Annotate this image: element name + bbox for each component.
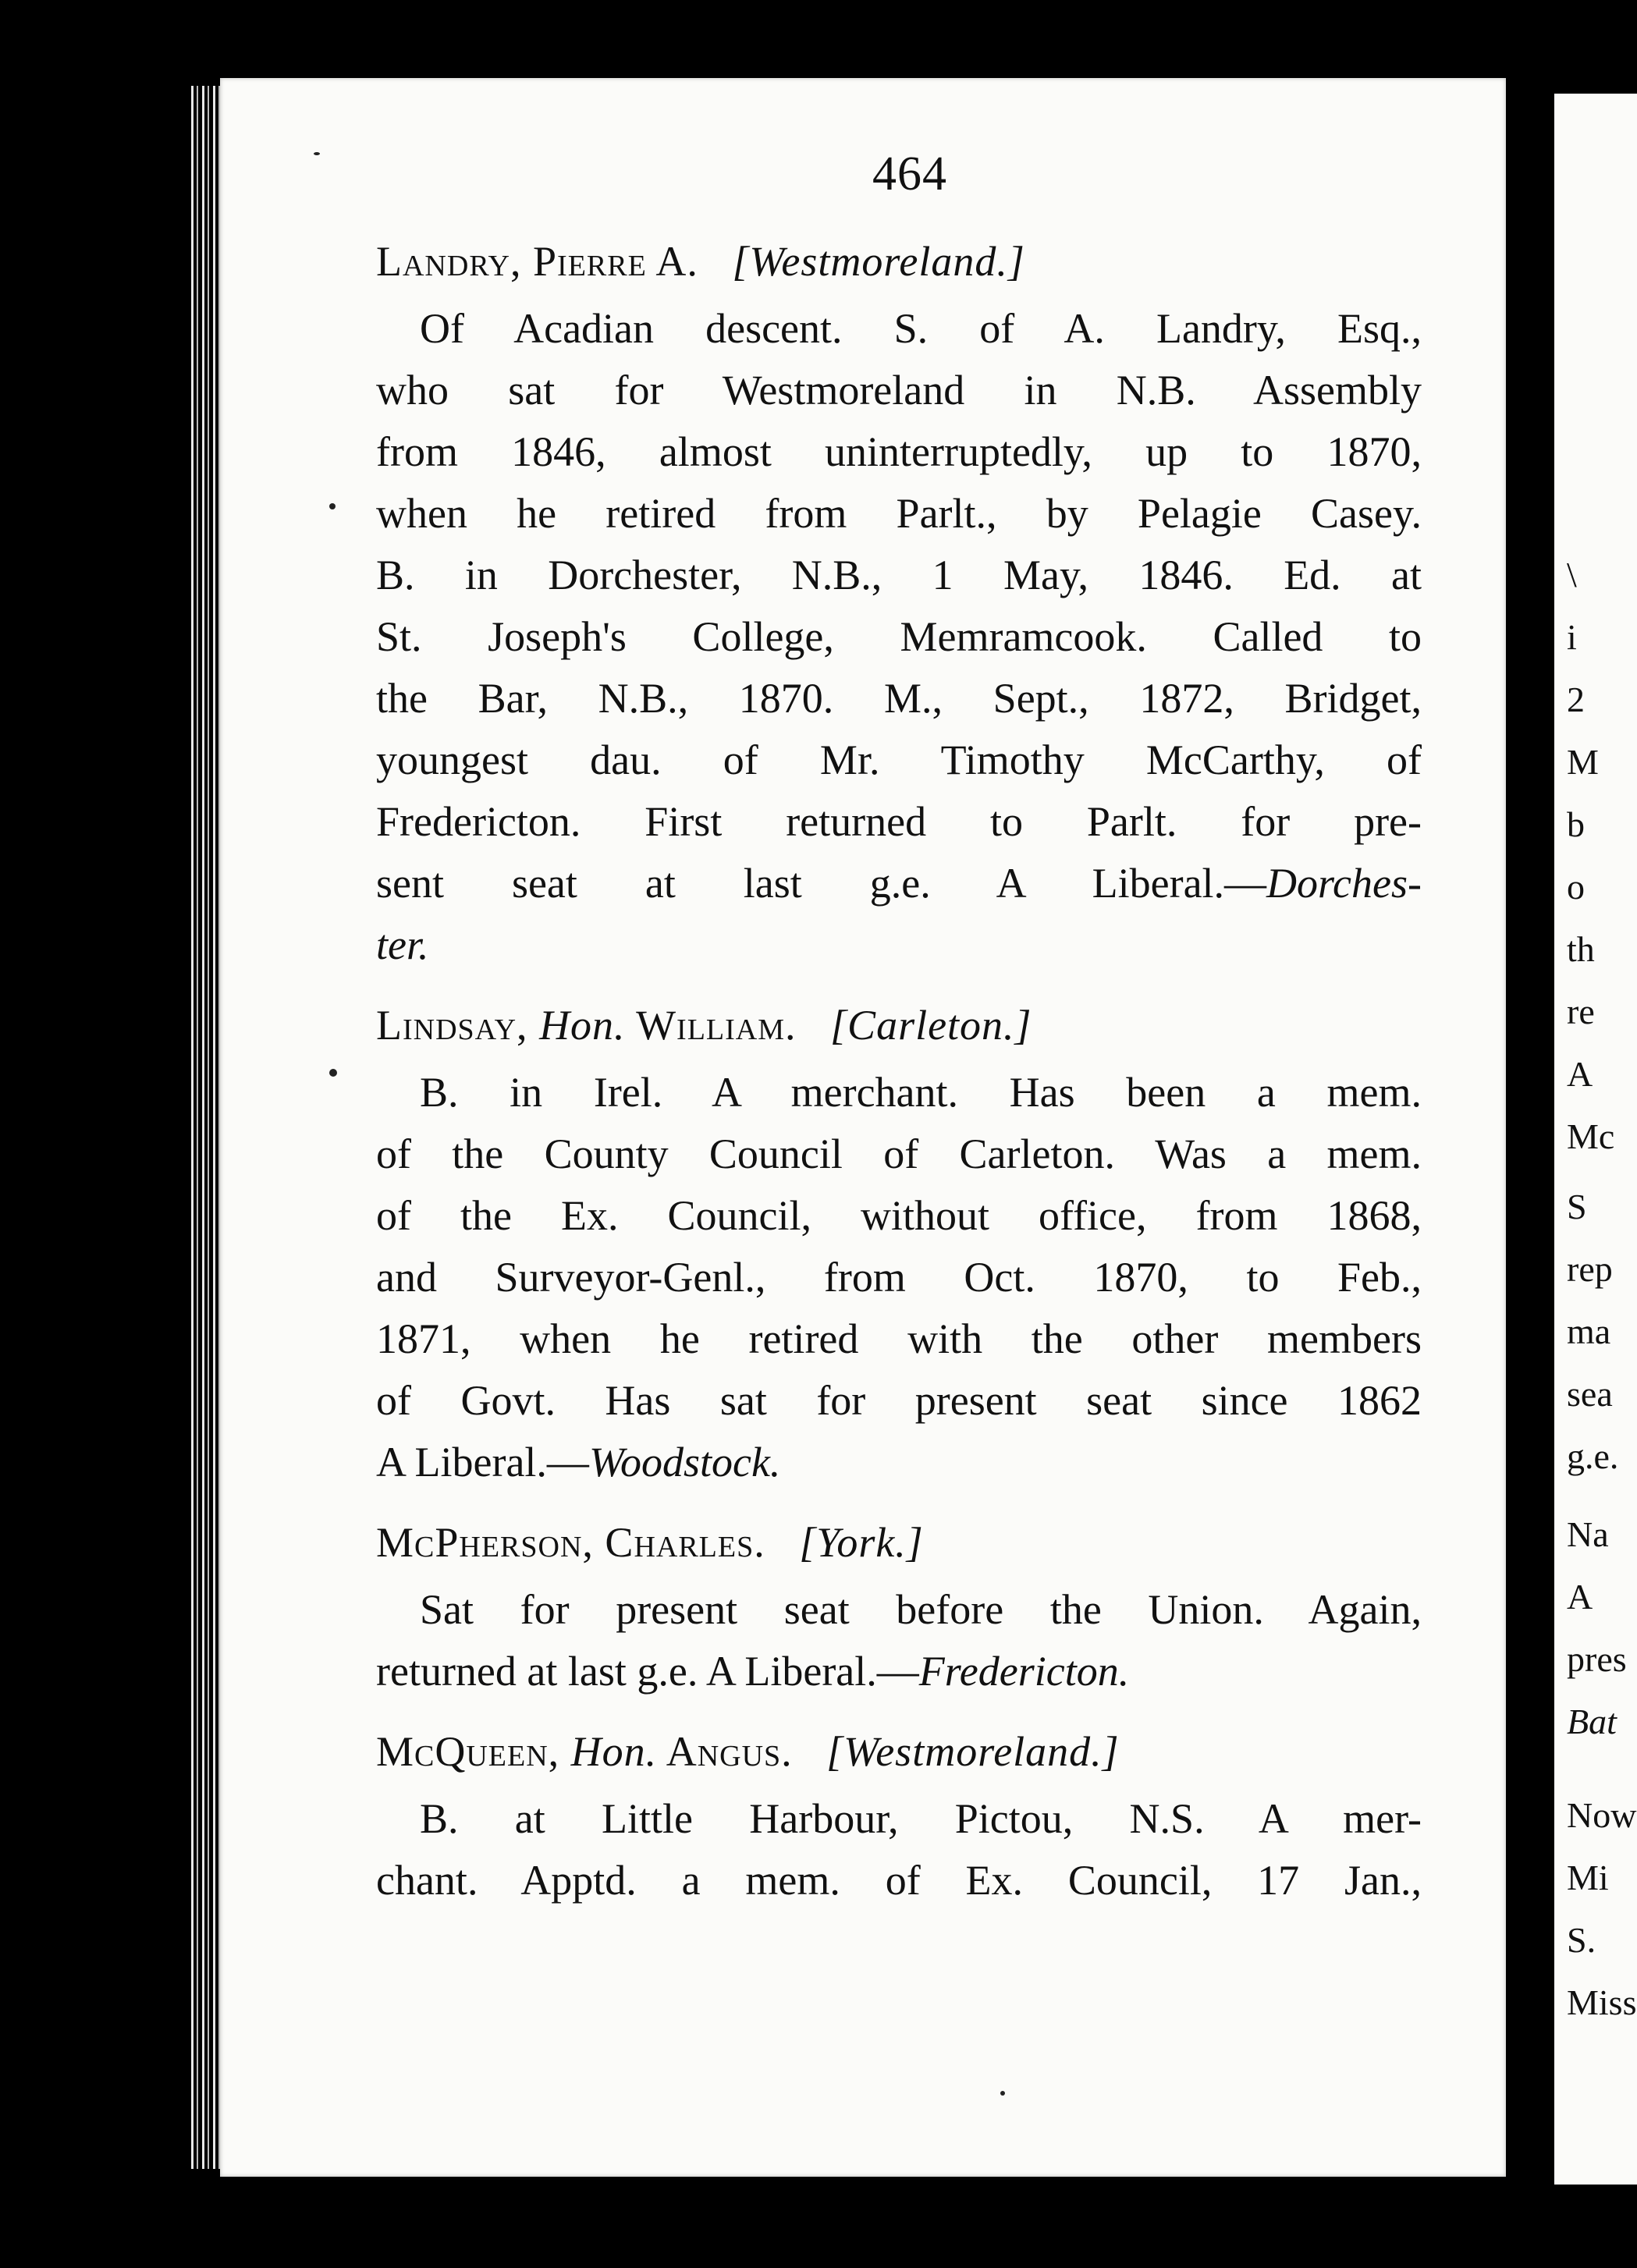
entry-line: from 1846, almost uninterruptedly, up to 1870,	[376, 428, 1422, 475]
entry-mcqueen	[376, 1724, 1422, 1911]
ink-speck	[314, 152, 320, 155]
facing-fragment: Bat	[1567, 1702, 1617, 1741]
book-binding-edge	[187, 86, 220, 2169]
ink-speck	[329, 1069, 337, 1077]
facing-fragment: ma	[1567, 1311, 1611, 1351]
entry-line: Of Acadian descent. S. of A. Landry, Esq.,	[420, 305, 1422, 352]
entry-line-text: sent seat at last g.e. A Liberal.—	[376, 860, 1267, 907]
facing-fragment: pres	[1567, 1639, 1627, 1679]
entry-line	[376, 914, 1422, 976]
entry-line	[376, 1641, 1422, 1702]
facing-fragment: \	[1567, 555, 1577, 595]
entry-honorific: Hon.	[539, 1002, 626, 1049]
entry-lindsay	[376, 998, 1422, 1493]
entry-line: youngest dau. of Mr. Timothy McCarthy, of	[376, 736, 1422, 783]
entry-body	[376, 1062, 1422, 1493]
entry-line: chant. Apptd. a mem. of Ex. Council, 17 Jan.,	[376, 1857, 1422, 1904]
entry-line: B. in Dorchester, N.B., 1 May, 1846. Ed. at	[376, 552, 1422, 598]
entry-heading	[376, 998, 1422, 1052]
entry-line-text: returned at last g.e. A Liberal.—	[376, 1648, 919, 1695]
entry-line: and Surveyor-Genl., from Oct. 1870, to Feb.,	[376, 1254, 1422, 1301]
ink-speck	[329, 503, 336, 509]
entry-surname: McPherson,	[376, 1519, 594, 1566]
entry-riding: [Westmoreland.]	[826, 1728, 1120, 1775]
entry-honorific: Hon.	[570, 1728, 658, 1775]
entry-surname: McQueen,	[376, 1728, 560, 1775]
entry-line: of the Ex. Council, without office, from 1868,	[376, 1192, 1422, 1239]
entry-line: B. at Little Harbour, Pictou, N.S. A mer-	[420, 1795, 1422, 1842]
entry-town: Dorches-	[1266, 860, 1422, 907]
facing-fragment: g.e.	[1567, 1436, 1619, 1476]
entry-line: who sat for Westmoreland in N.B. Assembly	[376, 367, 1422, 413]
entry-town: Woodstock.	[588, 1439, 781, 1485]
entry-heading	[376, 1515, 1422, 1570]
facing-fragment: sea	[1567, 1374, 1613, 1414]
entry-given-name: Angus.	[666, 1728, 793, 1775]
entry-surname: Lindsay,	[376, 1002, 528, 1049]
entry-line	[376, 1432, 1422, 1493]
entry-line-text: A Liberal.—	[376, 1439, 589, 1485]
entry-line: of the County Council of Carleton. Was a mem.	[376, 1130, 1422, 1177]
facing-fragment: Na	[1567, 1514, 1609, 1554]
entry-line: St. Joseph's College, Memramcook. Called to	[376, 613, 1422, 660]
entry-line: the Bar, N.B., 1870. M., Sept., 1872, Bridget,	[376, 675, 1422, 722]
entry-line	[376, 853, 1422, 914]
entry-line: Fredericton. First returned to Parlt. for pre-	[376, 798, 1422, 845]
entry-body	[376, 1788, 1422, 1911]
book-page	[220, 78, 1506, 2177]
entry-surname: Landry,	[376, 238, 522, 285]
entry-heading	[376, 1724, 1422, 1779]
facing-fragment: S.	[1567, 1920, 1596, 1960]
facing-fragment: Mc	[1567, 1116, 1615, 1156]
entry-given-name: William.	[636, 1002, 797, 1049]
entry-mcpherson	[376, 1515, 1422, 1702]
facing-fragment: M	[1567, 742, 1599, 782]
facing-fragment: A	[1567, 1577, 1593, 1617]
facing-fragment: rep	[1567, 1249, 1613, 1289]
page-number: 464	[872, 147, 947, 201]
entry-line: when he retired from Parlt., by Pelagie Casey.	[376, 490, 1422, 537]
entry-line: Sat for present seat before the Union. Again,	[420, 1586, 1422, 1633]
facing-fragment: A	[1567, 1054, 1593, 1094]
entry-line: B. in Irel. A merchant. Has been a mem.	[420, 1069, 1422, 1116]
entry-body	[376, 1579, 1422, 1702]
facing-fragment: Mi	[1567, 1858, 1609, 1897]
entry-line: 1871, when he retired with the other members	[376, 1315, 1422, 1362]
entry-riding: [York.]	[799, 1519, 924, 1566]
entry-given-name: Pierre A.	[533, 238, 698, 285]
facing-fragment: o	[1567, 867, 1585, 907]
entry-landry	[376, 234, 1422, 976]
entry-line: of Govt. Has sat for present seat since 1862	[376, 1377, 1422, 1424]
entry-heading	[376, 234, 1422, 289]
facing-fragment: Now	[1567, 1795, 1637, 1835]
facing-fragment: re	[1567, 992, 1595, 1031]
entry-town: Fredericton.	[918, 1648, 1130, 1695]
entry-body	[376, 298, 1422, 976]
facing-fragment: th	[1567, 929, 1595, 969]
facing-fragment: b	[1567, 804, 1585, 844]
ink-speck	[1000, 2091, 1005, 2096]
facing-fragment: Miss	[1567, 1982, 1637, 2022]
entry-given-name: Charles.	[605, 1519, 765, 1566]
facing-fragment: i	[1567, 617, 1577, 657]
entry-riding: [Westmoreland.]	[732, 238, 1025, 285]
entry-riding: [Carleton.]	[830, 1002, 1032, 1049]
entry-town-continued: ter.	[376, 921, 429, 968]
facing-fragment: 2	[1567, 680, 1585, 719]
biography-entries	[376, 234, 1422, 1933]
facing-page-edge	[1554, 94, 1637, 2185]
facing-fragment: S	[1567, 1187, 1587, 1226]
